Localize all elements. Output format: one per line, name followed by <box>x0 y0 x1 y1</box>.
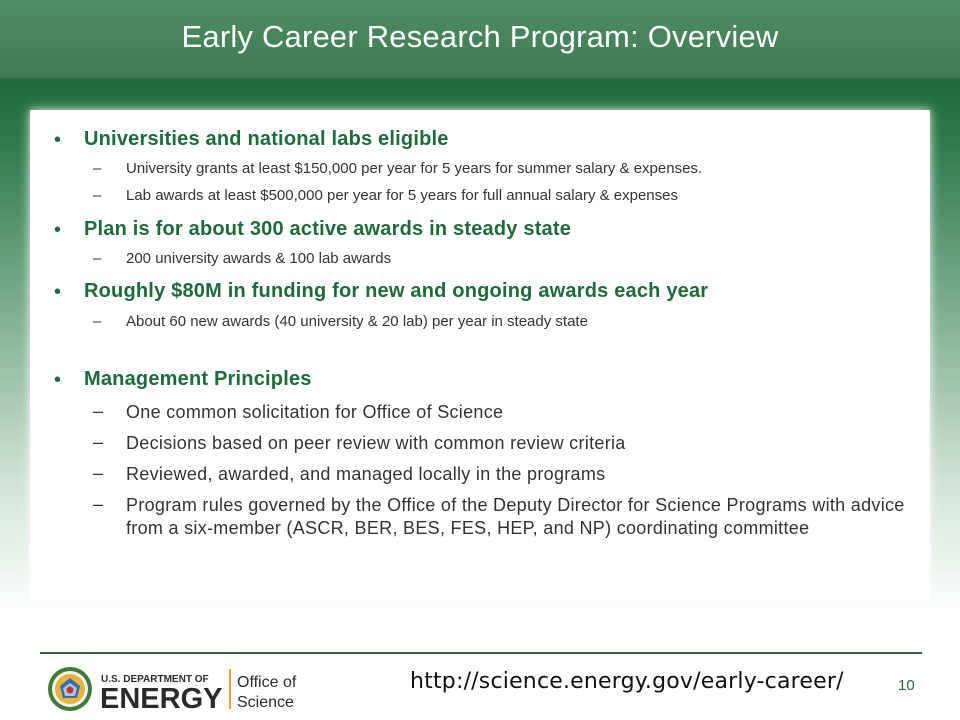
sub-bullet-dash: – <box>93 313 102 330</box>
sub-bullet-dash: – <box>93 187 102 204</box>
program-url-link[interactable]: http://science.energy.gov/early-career/ <box>410 669 844 694</box>
title-bar <box>0 0 960 80</box>
slide-title: Early Career Research Program: Overview <box>181 19 779 54</box>
sub-bullet-dash: – <box>93 401 104 421</box>
sub-bullet-common-solicitation: One common solicitation for Office of Science <box>126 402 504 422</box>
footer-rule <box>40 652 922 654</box>
bullet-marker: • <box>54 129 62 151</box>
sub-bullet-managed-locally: Reviewed, awarded, and managed locally in the programs <box>126 464 606 484</box>
bullet-management-principles: Management Principles <box>84 368 312 390</box>
svg-text:Office of: Office of <box>237 674 297 691</box>
bullet-marker: • <box>54 281 62 303</box>
svg-text:U.S. DEPARTMENT OF: U.S. DEPARTMENT OF <box>101 674 209 685</box>
bullet-funding: Roughly $80M in funding for new and ongoing awards each year <box>84 280 709 302</box>
bullet-universities-eligible: Universities and national labs eligible <box>84 128 449 150</box>
page-number: 10 <box>898 677 915 694</box>
sub-bullet-new-awards: About 60 new awards (40 university & 20 lab) per year in steady state <box>126 313 588 330</box>
svg-text:ENERGY: ENERGY <box>100 683 223 714</box>
sub-bullet-program-rules: Program rules governed by the Office of the Deputy Director for Science Programs with advice from a six-member (ASCR, BER, BES, FES, HEP, and NP) coordinating committee <box>126 495 905 538</box>
sub-bullet-award-split: 200 university awards & 100 lab awards <box>126 250 392 267</box>
sub-bullet-peer-review: Decisions based on peer review with common review criteria <box>126 433 626 453</box>
sub-bullet-dash: – <box>93 494 104 514</box>
bullet-marker: • <box>54 219 62 241</box>
sub-bullet-dash: – <box>93 432 104 452</box>
bullet-active-awards: Plan is for about 300 active awards in steady state <box>84 218 572 240</box>
bullet-marker: • <box>54 369 62 391</box>
sub-bullet-lab-awards: Lab awards at least $500,000 per year for 5 years for full annual salary & expenses <box>126 187 678 204</box>
svg-text:Science: Science <box>237 694 294 711</box>
sub-bullet-dash: – <box>93 250 102 267</box>
doe-seal-icon <box>48 667 92 711</box>
sub-bullet-dash: – <box>93 463 104 483</box>
sub-bullet-dash: – <box>93 160 102 177</box>
doe-office-of-science-logo <box>46 664 306 714</box>
sub-bullet-university-grants: University grants at least $150,000 per year for 5 years for summer salary & expenses. <box>126 160 703 177</box>
